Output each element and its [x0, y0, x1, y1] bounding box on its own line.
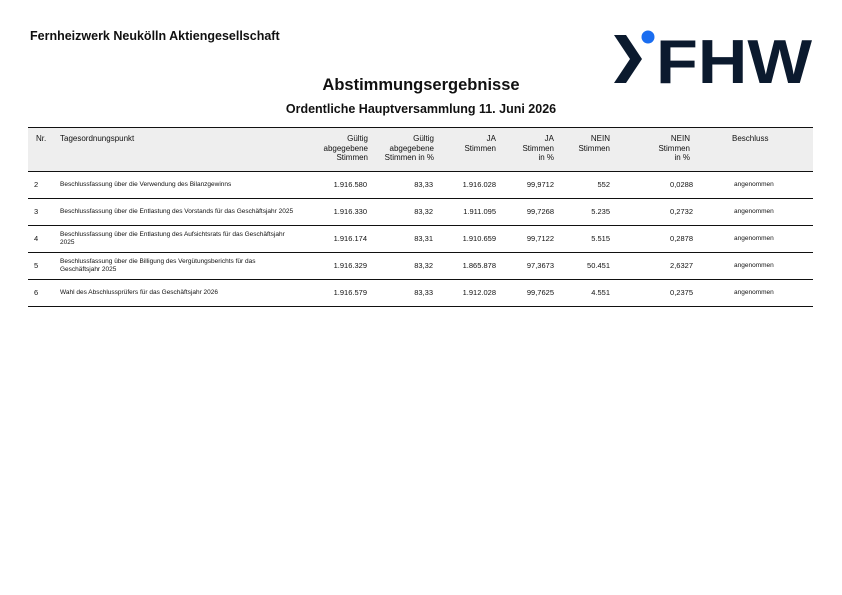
cell-no-pct: 0,2878 [670, 233, 693, 243]
cell-yes-votes: 1.865.878 [462, 260, 496, 270]
cell-result: angenommen [734, 207, 774, 215]
cell-no-votes: 50.451 [587, 260, 610, 270]
cell-valid-pct: 83,33 [414, 179, 433, 189]
cell-yes-votes: 1.911.095 [463, 206, 496, 216]
cell-valid-pct: 83,32 [414, 206, 433, 216]
col-header-valid-pct: Gültig abgegebene Stimmen in % [384, 134, 434, 162]
cell-valid-votes: 1.916.329 [333, 260, 367, 270]
table-row [28, 172, 813, 199]
col-header-item: Tagesordnungspunkt [60, 134, 135, 143]
page-title: Abstimmungsergebnisse [322, 76, 520, 94]
cell-yes-pct: 99,7268 [526, 206, 554, 216]
col-header-yes-pct: JA Stimmen in % [522, 134, 554, 162]
results-table [28, 127, 813, 307]
cell-no-votes: 5.235 [591, 206, 610, 216]
cell-yes-pct: 99,7625 [526, 287, 554, 297]
col-header-yes-votes: JA Stimmen [464, 134, 496, 153]
cell-no-pct: 0,2732 [670, 206, 693, 216]
table-row [28, 199, 813, 226]
cell-item: Beschlussfassung über die Entlastung des Aufsichtsrats für das Geschäftsjahr 2025 [60, 231, 285, 246]
cell-item: Beschlussfassung über die Billigung des Vergütungsberichts für das Geschäftsjahr 2025 [60, 258, 256, 273]
company-name: Fernheizwerk Neukölln Aktiengesellschaft [30, 29, 280, 43]
cell-item: Beschlussfassung über die Entlastung des Vorstands für das Geschäftsjahr 2025 [60, 208, 294, 215]
cell-valid-votes: 1.916.580 [333, 179, 367, 189]
cell-yes-votes: 1.916.028 [462, 179, 496, 189]
col-header-no-pct: NEIN Stimmen in % [658, 134, 690, 162]
cell-nr: 2 [34, 179, 39, 189]
cell-result: angenommen [734, 180, 774, 188]
table-header [28, 127, 813, 172]
cell-no-votes: 4.551 [591, 287, 610, 297]
cell-nr: 5 [34, 260, 39, 270]
cell-no-pct: 0,2375 [670, 287, 693, 297]
col-header-valid-votes: Gültig abgegebene Stimmen [323, 134, 368, 162]
cell-result: angenommen [734, 288, 774, 296]
table-row [28, 280, 813, 307]
cell-no-pct: 2,6327 [670, 260, 693, 270]
cell-no-pct: 0,0288 [670, 179, 693, 189]
cell-nr: 6 [34, 287, 39, 297]
cell-item: Beschlussfassung über die Verwendung des Bilanzgewinns [60, 181, 232, 188]
cell-yes-votes: 1.910.659 [462, 233, 496, 243]
cell-valid-votes: 1.916.174 [333, 233, 367, 243]
cell-yes-pct: 99,9712 [526, 179, 554, 189]
cell-result: angenommen [734, 234, 774, 242]
cell-item: Wahl des Abschlussprüfers für das Geschäftsjahr 2026 [60, 289, 219, 296]
cell-result: angenommen [734, 261, 774, 269]
cell-valid-pct: 83,31 [414, 233, 433, 243]
svg-text:FHW: FHW [656, 28, 813, 87]
cell-valid-votes: 1.916.330 [333, 206, 367, 216]
col-header-result: Beschluss [732, 134, 769, 143]
col-header-no-votes: NEIN Stimmen [578, 134, 610, 153]
cell-nr: 3 [34, 206, 39, 216]
table-row [28, 226, 813, 253]
cell-valid-votes: 1.916.579 [333, 287, 367, 297]
cell-no-votes: 552 [597, 179, 610, 189]
cell-no-votes: 5.515 [591, 233, 610, 243]
cell-valid-pct: 83,33 [414, 287, 433, 297]
page-subtitle: Ordentliche Hauptversammlung 11. Juni 2026 [285, 102, 557, 116]
cell-yes-votes: 1.912.028 [462, 287, 496, 297]
cell-yes-pct: 99,7122 [526, 233, 554, 243]
cell-nr: 4 [34, 233, 39, 243]
cell-yes-pct: 97,3673 [526, 260, 554, 270]
table-row [28, 253, 813, 280]
cell-valid-pct: 83,32 [414, 260, 433, 270]
col-header-nr: Nr. [36, 134, 47, 143]
